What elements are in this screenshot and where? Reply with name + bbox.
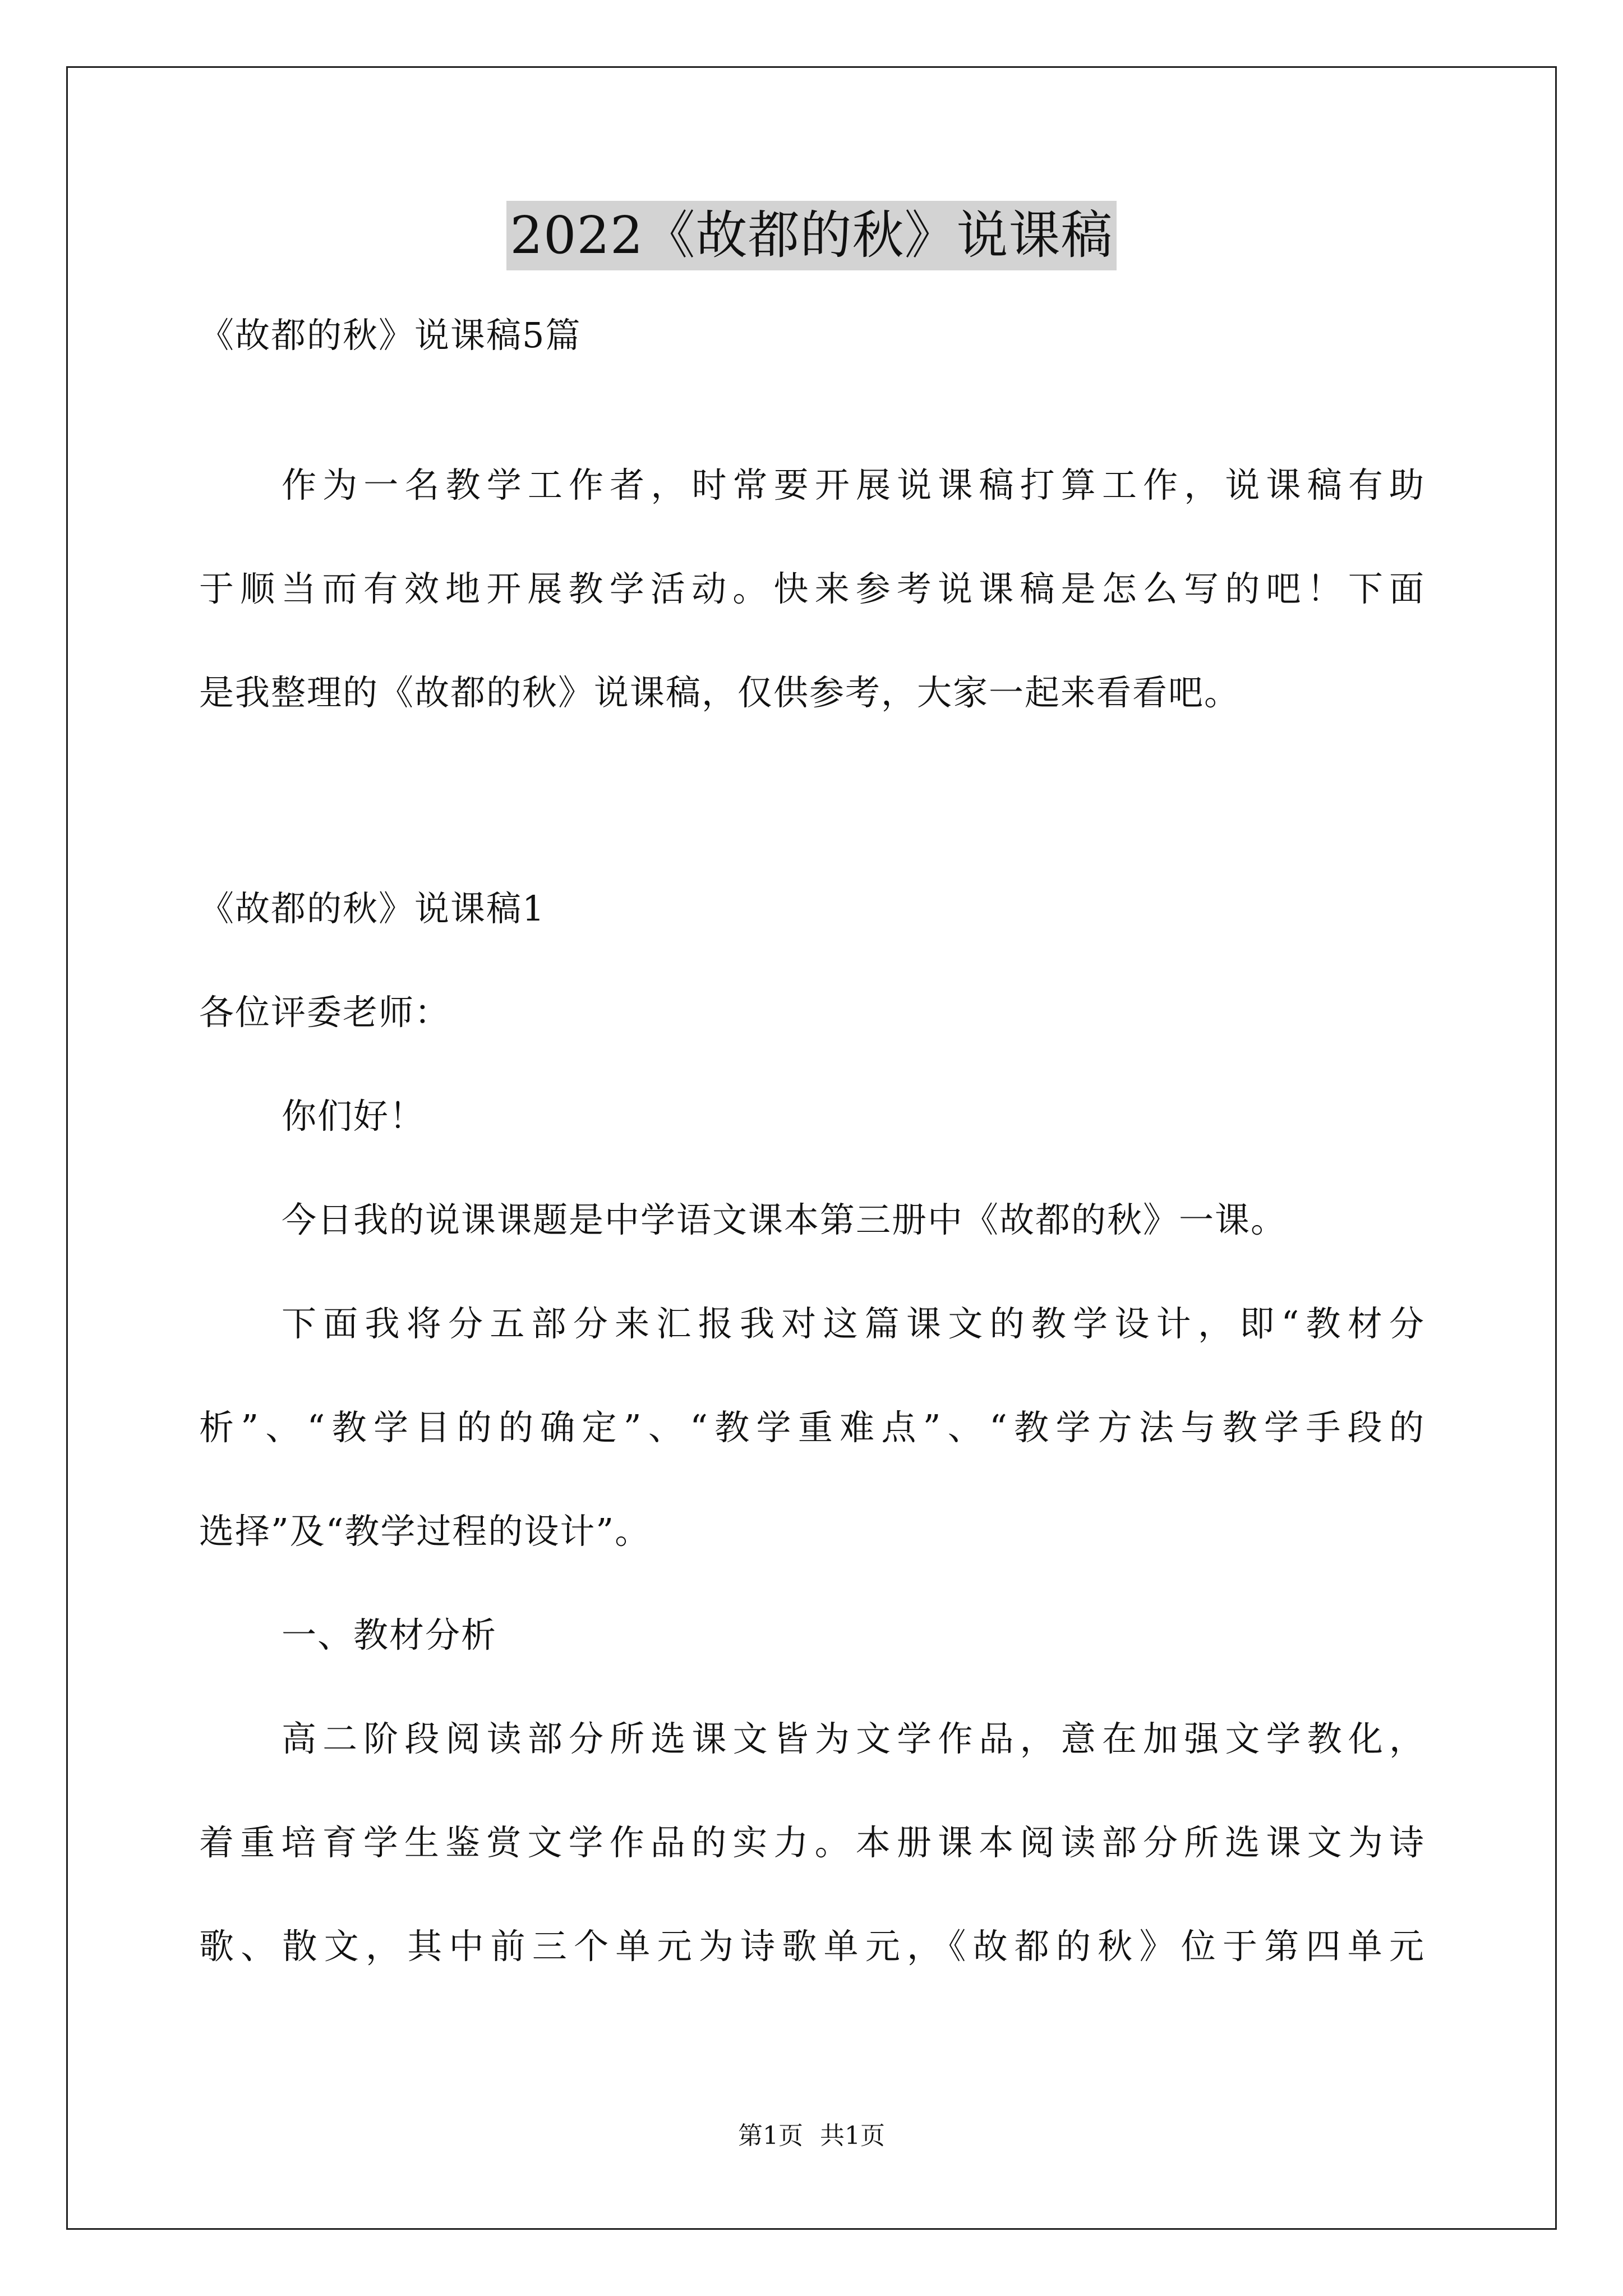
document-title: 2022《故都的秋》说课稿 (506, 201, 1116, 270)
analysis-line-3: 歌、散文，其中前三个单元为诗歌单元，《故都的秋》位于第四单元 (199, 1926, 1424, 1967)
intro-line-1: 作为一名教学工作者，时常要开展说课稿打算工作，说课稿有助 (282, 464, 1424, 505)
subtitle: 《故都的秋》说课稿5篇 (199, 315, 582, 356)
page-total: 共1页 (820, 2122, 885, 2150)
plan-line-2: 析”、“教学目的的确定”、“教学重难点”、“教学方法与教学手段的 (199, 1407, 1424, 1448)
salutation: 各位评委老师： (199, 992, 451, 1033)
topic-line: 今日我的说课课题是中学语文课本第三册中《故都的秋》一课。 (282, 1199, 1287, 1240)
analysis-line-1: 高二阶段阅读部分所选课文皆为文学作品，意在加强文学教化， (282, 1718, 1424, 1759)
plan-line-1: 下面我将分五部分来汇报我对这篇课文的教学设计，即“教材分 (282, 1303, 1424, 1344)
analysis-line-2: 着重培育学生鉴赏文学作品的实力。本册课本阅读部分所选课文为诗 (199, 1822, 1424, 1863)
page-border (66, 66, 1557, 2230)
section-heading: 《故都的秋》说课稿1 (199, 888, 546, 929)
part-heading: 一、教材分析 (282, 1614, 497, 1655)
intro-line-3: 是我整理的《故都的秋》说课稿，仅供参考，大家一起来看看吧。 (199, 672, 1241, 713)
intro-line-2: 于顺当而有效地开展教学活动。快来参考说课稿是怎么写的吧！下面 (199, 568, 1424, 609)
plan-line-3: 选择”及“教学过程的设计”。 (199, 1511, 651, 1552)
greeting: 你们好！ (282, 1096, 426, 1137)
page-number: 第1页 (738, 2122, 803, 2150)
title-wrapper (0, 201, 1623, 270)
page-footer (0, 2119, 1623, 2153)
